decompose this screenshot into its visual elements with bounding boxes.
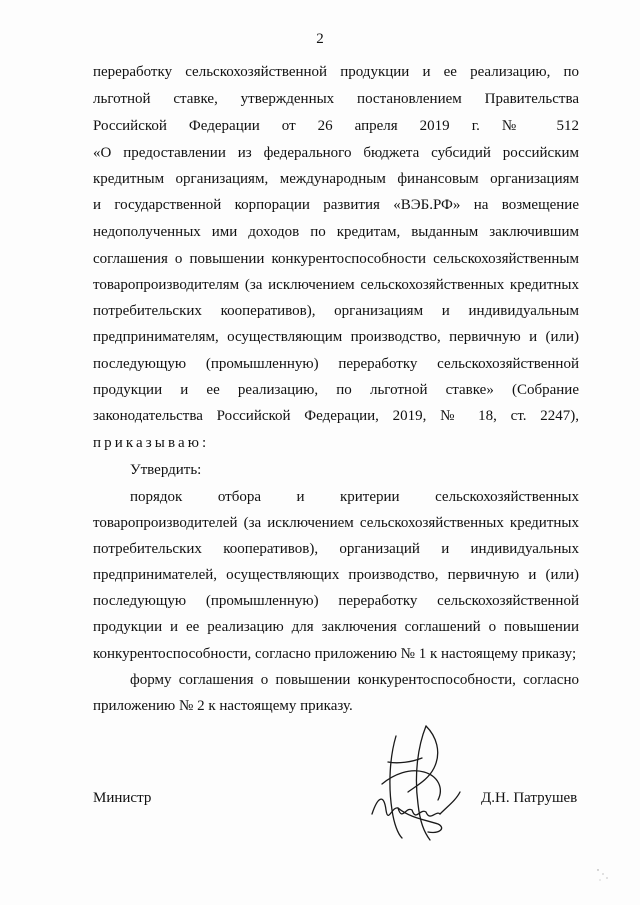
item2-line-2: приложению № 2 к настоящему приказу. [93,698,353,714]
body-line-9: товаропроизводителям (за исключением сельскохозяйственных кредитных [93,277,579,293]
item1-line-6: продукции и ее реализацию для заключения соглашений о повышении [93,619,579,635]
body-line-6: и государственной корпорации развития «ВЭБ.РФ» на возмещение [93,197,579,213]
page-number: 2 [316,31,324,47]
item1-line-2: товаропроизводителей (за исключением сельскохозяйственных кредитных [93,515,579,531]
body-line-2: льготной ставке, утвержденных постановлением Правительства [93,91,579,107]
body-line-7: недополученных ими доходов по кредитам, выданным заключившим [93,224,579,240]
body-line-8: соглашения о повышении конкурентоспособности сельскохозяйственным [93,251,579,267]
body-line-12: последующую (промышленную) переработку сельскохозяйственной [93,356,579,372]
body-line-11: предпринимателям, осуществляющим производство, первичную и (или) [93,329,579,345]
body-line-10: потребительских кооперативов), организациям и индивидуальным [93,303,579,319]
item1-line-4: предпринимателей, осуществляющих производство, первичную и (или) [93,567,579,583]
item1-line-3: потребительских кооперативов), организаций и индивидуальных [93,541,579,557]
signatory-title: Министр [93,790,152,806]
approve-label: Утвердить: [130,462,202,478]
body-line-4: «О предоставлении из федерального бюджета субсидий российским [93,145,579,161]
item1-line-7: конкурентоспособности, согласно приложению № 1 к настоящему приказу; [93,646,577,662]
order-word: приказываю: [93,435,210,451]
handwritten-signature [368,722,463,850]
body-line-13: продукции и ее реализацию, по льготной ставке» (Собрание [93,382,579,398]
body-line-5: кредитным организациям, международным финансовым организациям [93,171,579,187]
item1-line-1: порядок отбора и критерии сельскохозяйственных [130,489,579,505]
scan-speck-mark [594,866,612,884]
signatory-name: Д.Н. Патрушев [481,790,578,806]
item1-line-5: последующую (промышленную) переработку сельскохозяйственной [93,593,579,609]
item2-line-1: форму соглашения о повышении конкурентоспособности, согласно [130,672,579,688]
body-line-3: Российской Федерации от 26 апреля 2019 г. № 512 [93,118,579,134]
body-line-1: переработку сельскохозяйственной продукции и ее реализацию, по [93,64,579,80]
body-line-14: законодательства Российской Федерации, 2019, № 18, ст. 2247), [93,408,579,424]
